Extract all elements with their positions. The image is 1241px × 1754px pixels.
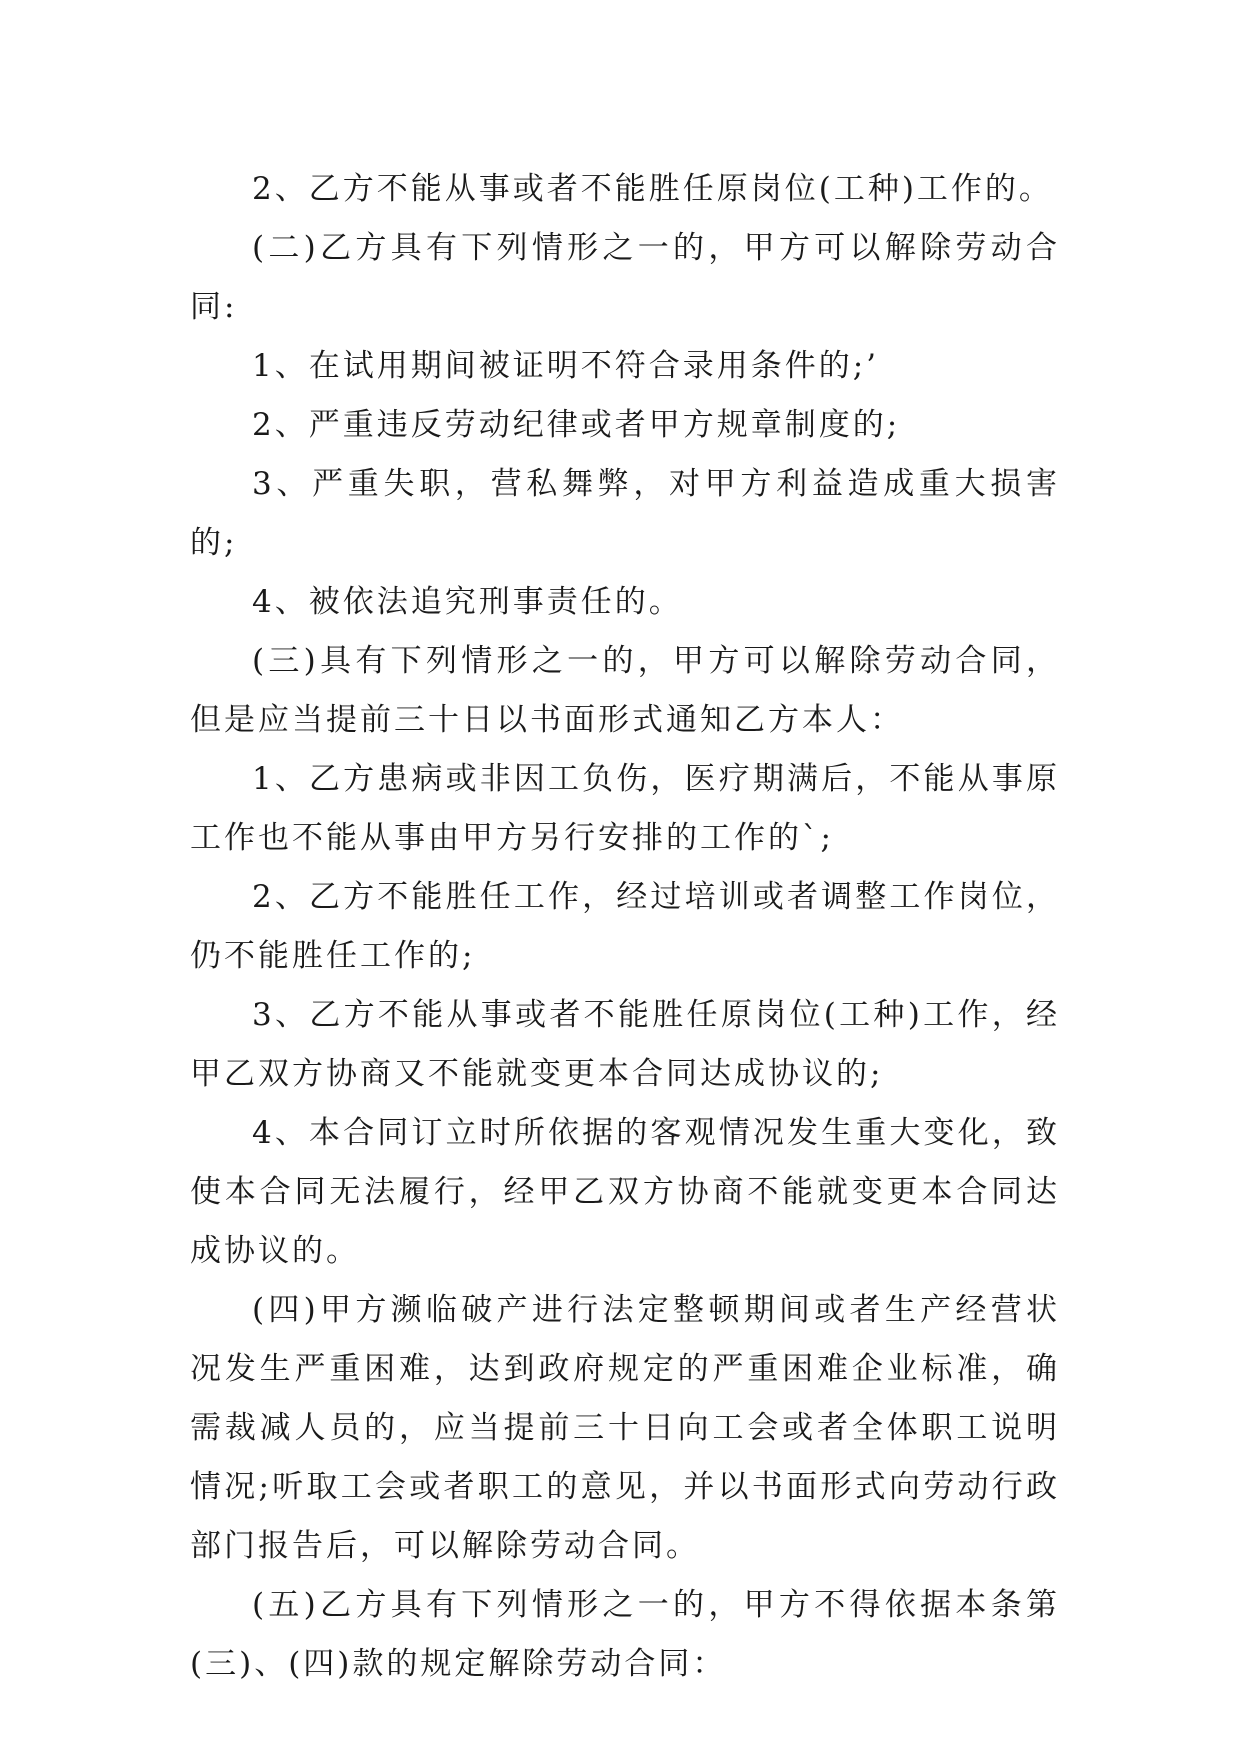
document-body (190, 160, 1060, 1694)
paragraph: 2、乙方不能胜任工作，经过培训或者调整工作岗位，仍不能胜任工作的; (190, 879, 1060, 974)
paragraph: (二)乙方具有下列情形之一的，甲方可以解除劳动合同: (190, 230, 1060, 325)
paragraph: 3、乙方不能从事或者不能胜任原岗位(工种)工作，经甲乙双方协商又不能就变更本合同达成协议的; (190, 997, 1060, 1092)
paragraph: 3、严重失职，营私舞弊，对甲方利益造成重大损害的; (190, 466, 1060, 561)
paragraph: 4、被依法追究刑事责任的。 (252, 584, 683, 620)
paragraph: 1、在试用期间被证明不符合录用条件的;’ (252, 348, 880, 384)
paragraph: 4、本合同订立时所依据的客观情况发生重大变化，致使本合同无法履行，经甲乙双方协商不能就变更本合同达成协议的。 (190, 1115, 1060, 1269)
paragraph: (三)具有下列情形之一的，甲方可以解除劳动合同，但是应当提前三十日以书面形式通知乙方本人： (190, 643, 1060, 738)
paragraph: 2、乙方不能从事或者不能胜任原岗位(工种)工作的。 (252, 171, 1053, 207)
paragraph: 1、乙方患病或非因工负伤，医疗期满后，不能从事原工作也不能从事由甲方另行安排的工作的`; (190, 761, 1060, 856)
paragraph: (五)乙方具有下列情形之一的，甲方不得依据本条第(三)、(四)款的规定解除劳动合同： (190, 1587, 1060, 1682)
paragraph: (四)甲方濒临破产进行法定整顿期间或者生产经营状况发生严重困难，达到政府规定的严重困难企业标准，确需裁减人员的，应当提前三十日向工会或者全体职工说明情况;听取工会或者职工的意见，并以书面形式向劳动行政部门报告后，可以解除劳动合同。 (190, 1292, 1060, 1564)
paragraph: 2、严重违反劳动纪律或者甲方规章制度的; (252, 407, 901, 443)
